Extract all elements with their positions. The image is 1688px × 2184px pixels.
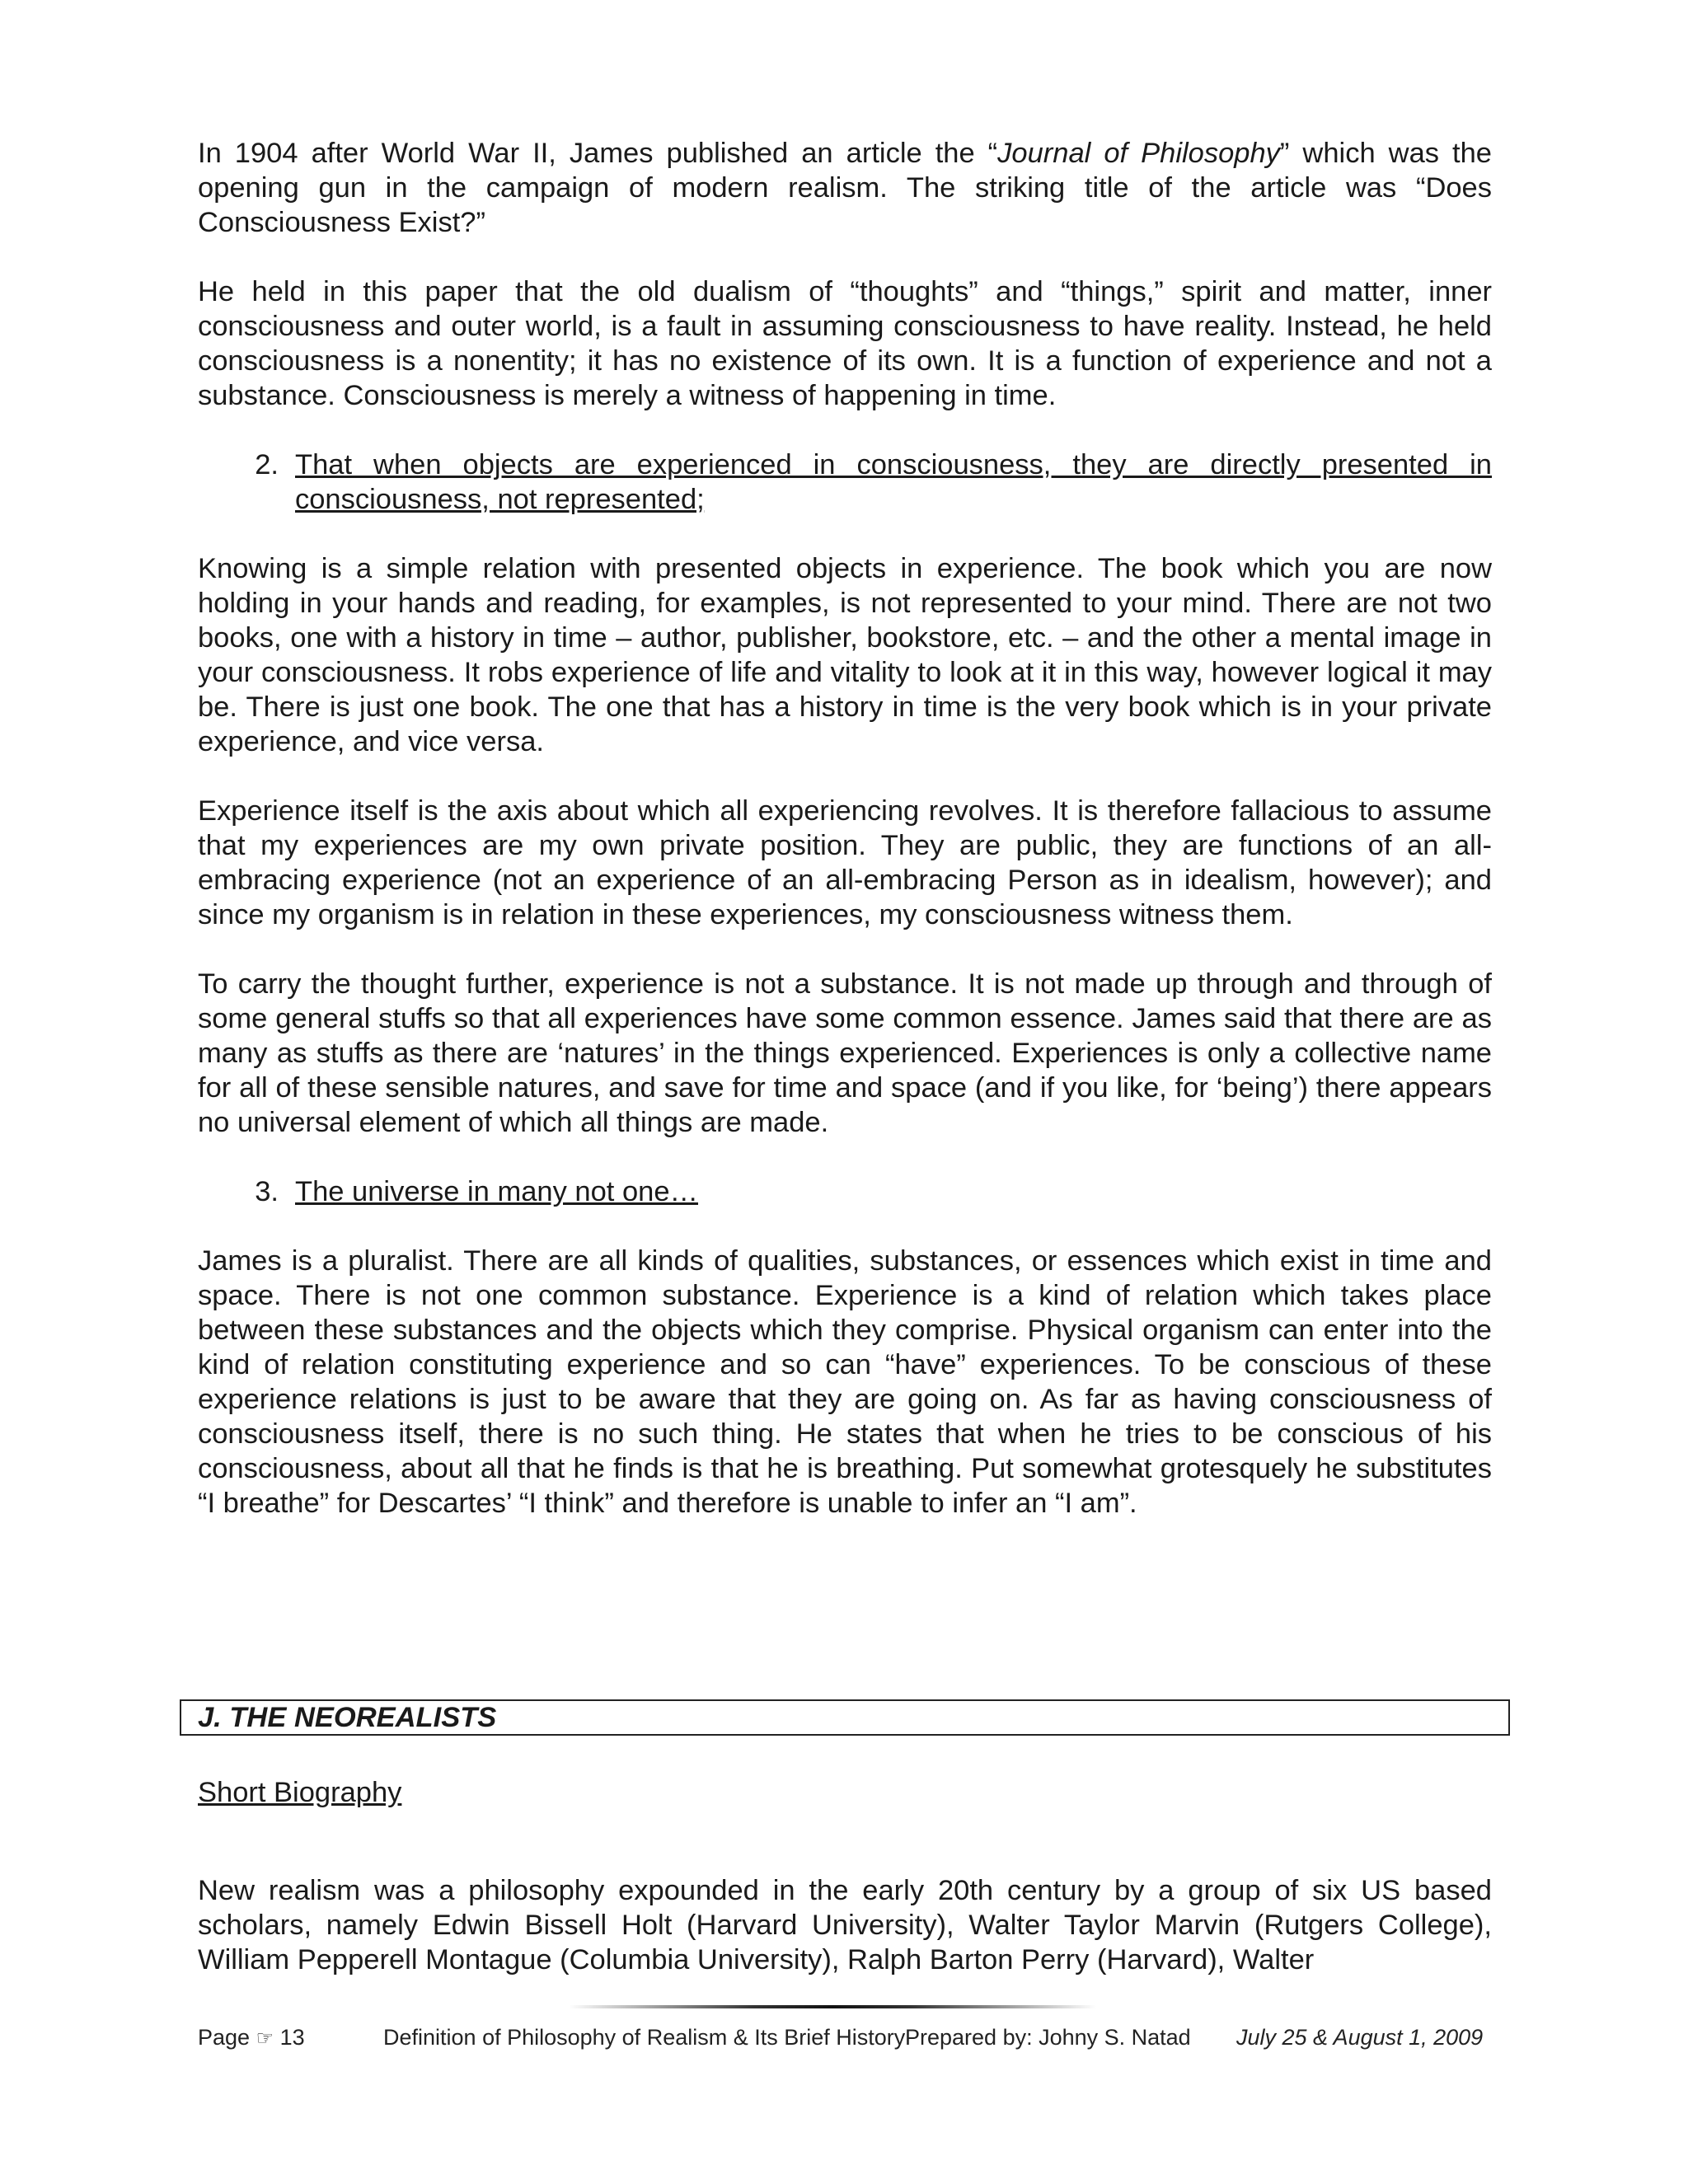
paragraph-text: ” which was the opening gun in the campaign of modern realism. The striking title of the article was “Does Consciousness Exist?” bbox=[198, 138, 1492, 238]
list-text: The universe in many not one… bbox=[295, 1176, 699, 1207]
subheading-short-biography: Short Biography bbox=[198, 1777, 402, 1808]
paragraph-experience-axis: Experience itself is the axis about which all experiencing revolves. It is therefore fallacious to assume that my experiences are my own private position. They are public, they are functions of an all-embracing experience (not an experience of an all-embracing Person as in idealism, however); and since my organism is in relation in these experiences, my consciousness witness them. bbox=[198, 795, 1492, 930]
footer-page-number bbox=[198, 2024, 305, 2052]
paragraph-pluralist: James is a pluralist. There are all kinds of qualities, substances, or essences which exist in time and space. There is not one common substance. Experience is a kind of relation which takes place between these substances and the objects which they comprise. Physical organism can enter into the kind of relation constituting experience and so can “have” experiences. To be conscious of these experience relations is just to be aware that they are going on. As far as having consciousness of consciousness itself, there is no such thing. He states that when he tries to be conscious of his consciousness, about all that he finds is that he is breathing. Put somewhat grotesquely he substitutes “I breathe” for Descartes’ “I think” and therefore is unable to infer an “I am”. bbox=[198, 1245, 1492, 1519]
page-body bbox=[198, 136, 1492, 1521]
page-number: 13 bbox=[279, 2025, 305, 2050]
page-label: Page bbox=[198, 2025, 251, 2050]
paragraph-not-substance: To carry the thought further, experience is not a substance. It is not made up through and through of some general stuffs so that all experiences have some common essence. James said that there are as many as stuffs as there are ‘natures’ in the things experienced. Experiences is only a collective name for all of these sensible natures, and save for time and space (and if you like, for ‘being’) there appears no universal element of which all things are made. bbox=[198, 968, 1492, 1138]
paragraph-dualism: He held in this paper that the old dualism of “thoughts” and “things,” spirit and matter, inner consciousness and outer world, is a fault in assuming consciousness to have reality. Instead, he held consciousness is a nonentity; it has no existence of its own. It is a function of experience and not a substance. Consciousness is merely a witness of happening in time. bbox=[198, 276, 1492, 411]
list-item-2 bbox=[198, 448, 1492, 517]
section-header-box bbox=[180, 1699, 1510, 1736]
section-title: J. THE NEOREALISTS bbox=[198, 1702, 497, 1733]
list-number: 2. bbox=[255, 449, 279, 480]
list-item-3 bbox=[198, 1174, 1492, 1209]
footer-document-title: Definition of Philosophy of Realism & Its Brief History bbox=[383, 2025, 906, 2050]
paragraph-text: In 1904 after World War II, James published an article the “ bbox=[198, 138, 998, 169]
footer-divider bbox=[569, 2005, 1096, 2008]
list-number: 3. bbox=[255, 1176, 279, 1207]
paragraph-james-1904 bbox=[198, 136, 1492, 240]
paragraph-new-realism: New realism was a philosophy expounded in the early 20th century by a group of six US based scholars, namely Edwin Bissell Holt (Harvard University), Walter Taylor Marvin (Rutgers College), William Pepperell Montague (Columbia University), Ralph Barton Perry (Harvard), Walter bbox=[198, 1874, 1492, 1975]
paragraph-knowing: Knowing is a simple relation with presented objects in experience. The book which you are now holding in your hands and reading, for examples, is not represented to your mind. There are not two books, one with a history in time – author, publisher, bookstore, etc. – and the other a mental image in your consciousness. It robs experience of life and vitality to look at it in this way, however logical it may be. There is just one book. The one that has a history in time is the very book which is in your private experience, and vice versa. bbox=[198, 553, 1492, 757]
list-text: That when objects are experienced in consciousness, they are directly presented in consciousness, not represented; bbox=[295, 449, 1492, 515]
journal-title: Journal of Philosophy bbox=[997, 138, 1280, 169]
footer-date: July 25 & August 1, 2009 bbox=[1236, 2025, 1484, 2050]
pointing-hand-icon: ☞ bbox=[256, 2027, 274, 2050]
footer-prepared-by: Prepared by: Johny S. Natad bbox=[905, 2025, 1191, 2050]
